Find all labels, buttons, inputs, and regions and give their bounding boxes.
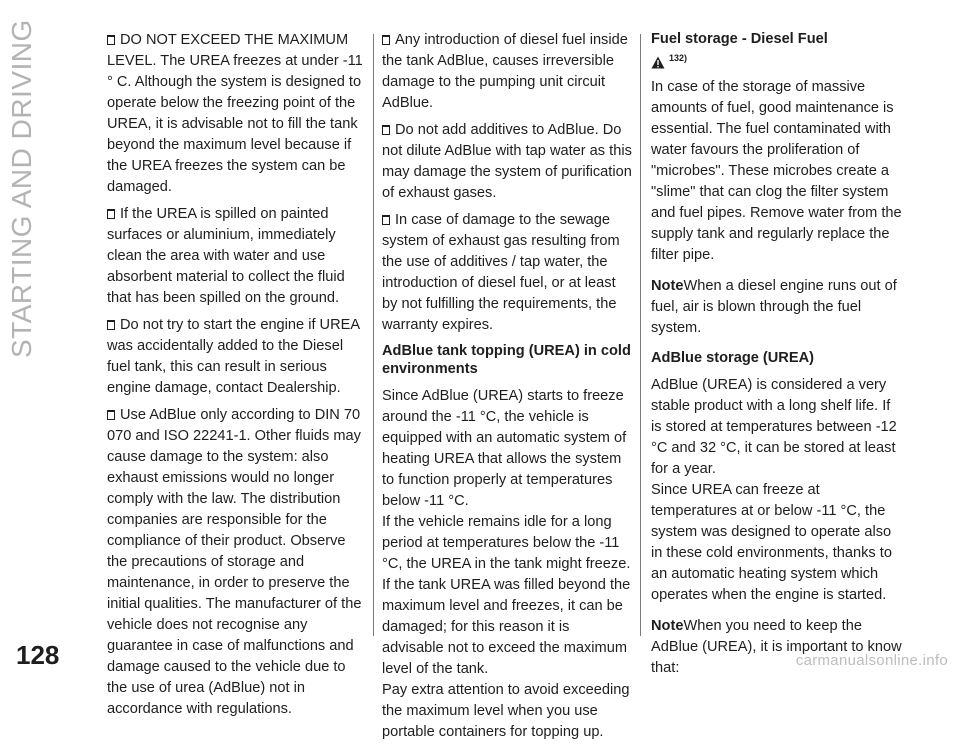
bullet-paragraph	[107, 405, 365, 720]
bullet-paragraph	[382, 120, 634, 204]
column-2	[382, 30, 634, 749]
column-3	[651, 30, 903, 685]
warning-reference	[651, 48, 903, 69]
body-paragraph: If the vehicle remains idle for a long period at temperatures below the -11 °C, the UREA in the tank might freeze. If the tank UREA was filled beyond the maximum level and freezes, it can be damaged; for this reason it is advisable not to exceed the maximum level of the tank.	[382, 514, 631, 677]
note-text: When a diesel engine runs out of fuel, air is blown through the fuel system.	[651, 278, 897, 336]
column-1	[107, 30, 365, 726]
note-text: When you need to keep the AdBlue (UREA), it is important to know that:	[651, 618, 902, 676]
bullet-paragraph	[107, 204, 365, 309]
body-paragraph: In case of the storage of massive amounts of fuel, good maintenance is essential. The fuel contaminated with water favours the proliferation of "microbes". These microbes create a "slime" that can clog the filter system and fuel pipes. Remove water from the supply tank and regularly replace the filter pipe.	[651, 79, 902, 263]
checkbox-bullet-icon	[107, 35, 115, 45]
bullet-text: If the UREA is spilled on painted surfaces or aluminium, immediately clean the area with water and use absorbent material to collect the fluid that has been spilled on the ground.	[107, 206, 345, 306]
checkbox-bullet-icon	[107, 320, 115, 330]
bullet-paragraph	[382, 210, 634, 336]
note-label: Note	[651, 618, 684, 634]
note-paragraph	[651, 616, 903, 679]
bullet-paragraph	[382, 30, 634, 114]
note-label: Note	[651, 278, 684, 294]
bullet-text: Do not try to start the engine if UREA was accidentally added to the Diesel fuel tank, this can result in serious engine damage, contact Dealership.	[107, 317, 360, 396]
checkbox-bullet-icon	[382, 215, 390, 225]
page-number: 128	[16, 640, 60, 670]
section-heading: Fuel storage - Diesel Fuel	[651, 31, 828, 47]
warning-triangle-icon	[651, 56, 665, 69]
section-heading: AdBlue tank topping (UREA) in cold environments	[382, 343, 631, 377]
bullet-text: Use AdBlue only according to DIN 70 070 and ISO 22241-1. Other fluids may cause damage to the system: also exhaust emissions would no longer comply with the law. The distribution companies are responsible for the compliance of their product. Observe the precautions of storage and maintenance, in order to preserve the initial qualities. The manufacturer of the vehicle does not recognise any guarantee in case of malfunctions and damage caused to the vehicle due to the use of urea (AdBlue) not in accordance with regulations.	[107, 407, 362, 717]
bullet-text: DO NOT EXCEED THE MAXIMUM LEVEL. The UREA freezes at under -11 ° C. Although the system is designed to operate below the freezing point of the UREA, it is advisable not to fill the tank beyond the maximum level because if the UREA freezes the system can be damaged.	[107, 32, 363, 195]
column-divider	[373, 34, 374, 636]
bullet-text: Any introduction of diesel fuel inside the tank AdBlue, causes irreversible damage to the pumping unit circuit AdBlue.	[382, 32, 628, 111]
checkbox-bullet-icon	[107, 209, 115, 219]
body-paragraph: AdBlue (UREA) is considered a very stable product with a long shelf life. If is stored at temperatures between -12 °C and 32 °C, it can be stored at least for a year.	[651, 377, 897, 477]
body-paragraph: Since AdBlue (UREA) starts to freeze around the -11 °C, the vehicle is equipped with an automatic system of heating UREA that allows the system to function properly at temperatures below -11 °C.	[382, 388, 627, 509]
note-paragraph	[651, 276, 903, 339]
bullet-paragraph	[107, 315, 365, 399]
section-title: STARTING AND DRIVING	[6, 19, 37, 358]
body-paragraph: Pay extra attention to avoid exceeding the maximum level when you use portable containers for topping up.	[382, 682, 630, 740]
bullet-paragraph	[107, 30, 365, 198]
bullet-text: Do not add additives to AdBlue. Do not dilute AdBlue with tap water as this may damage the system of purification of exhaust gases.	[382, 122, 632, 201]
bullet-text: In case of damage to the sewage system of exhaust gas resulting from the use of additives / tap water, the introduction of diesel fuel, or at least by not fulfilling the requirements, the warranty expires.	[382, 212, 620, 333]
warning-ref-number: 132)	[669, 53, 688, 63]
checkbox-bullet-icon	[382, 125, 390, 135]
section-heading: AdBlue storage (UREA)	[651, 350, 814, 366]
checkbox-bullet-icon	[382, 35, 390, 45]
body-paragraph: Since UREA can freeze at temperatures at or below -11 °C, the system was designed to operate also in these cold environments, thanks to an automatic heating system which operates when the engine is started.	[651, 482, 892, 603]
watermark: carmanualsonline.info	[795, 652, 948, 669]
checkbox-bullet-icon	[107, 410, 115, 420]
column-divider	[640, 34, 641, 636]
